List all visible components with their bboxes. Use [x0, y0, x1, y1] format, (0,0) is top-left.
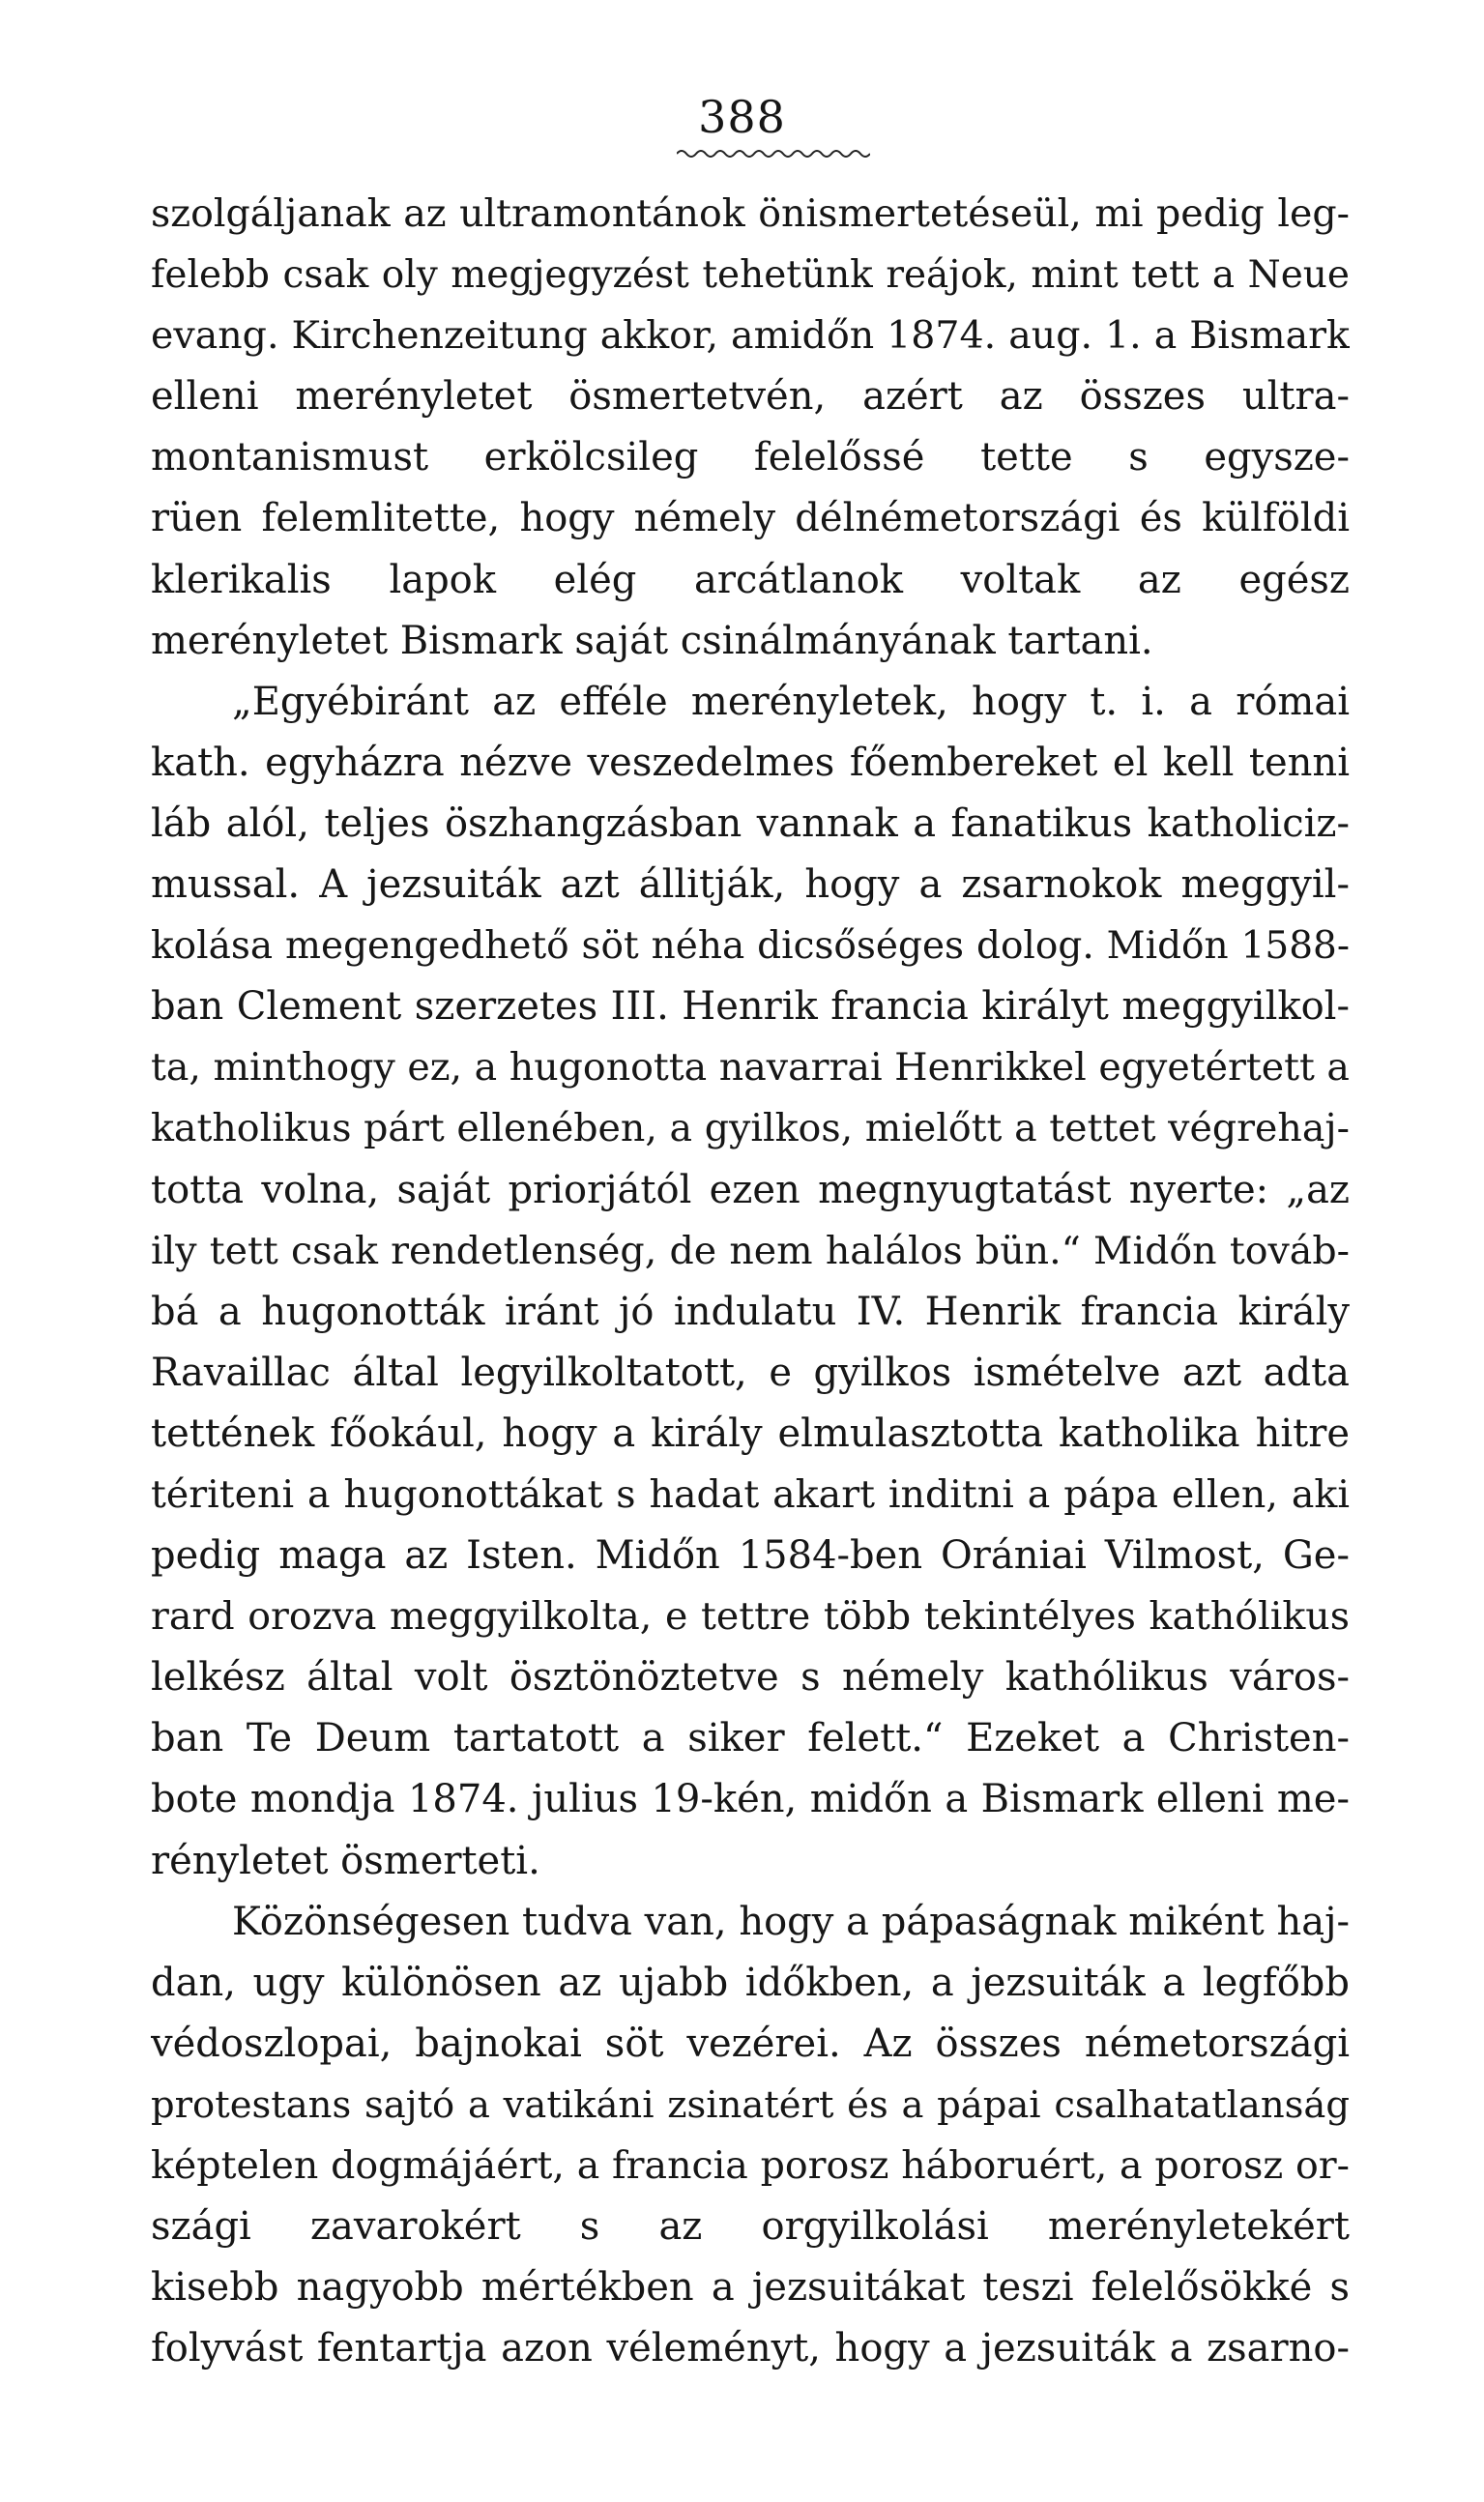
- text-line: folyvást fentartja azon véleményt, hogy a jezsuiták a zsarno-: [151, 2326, 1350, 2371]
- text-line: ban Clement szerzetes III. Henrik francia királyt meggyilkol-: [151, 984, 1350, 1030]
- text-line: elleni merényletet ösmertetvén, azért az összes ultra-: [151, 374, 1350, 420]
- text-line: mussal. A jezsuiták azt állitják, hogy a zsarnokok meggyil-: [151, 862, 1350, 908]
- text-line: kolása megengedhető söt néha dicsőséges dolog. Midőn 1588-: [151, 924, 1350, 969]
- text-line: katholikus párt ellenében, a gyilkos, mielőtt a tettet végrehaj-: [151, 1106, 1350, 1151]
- body-text: [151, 184, 1350, 2379]
- text-line: rényletet ösmerteti.: [151, 1838, 540, 1883]
- page-number: 388: [698, 91, 786, 143]
- text-line: ta, minthogy ez, a hugonotta navarrai Henrikkel egyetértett a: [151, 1045, 1350, 1091]
- text-line: Közönségesen tudva van, hogy a pápaságnak miként haj-: [232, 1899, 1350, 1944]
- text-line: pedig maga az Isten. Midőn 1584-ben Orániai Vilmost, Ge-: [151, 1533, 1350, 1579]
- text-line: Ravaillac által legyilkoltatott, e gyilkos ismételve azt adta: [151, 1350, 1350, 1395]
- wavy-rule-ornament: [677, 147, 870, 160]
- text-line: kisebb nagyobb mértékben a jezsuitákat teszi felelősökké s: [151, 2265, 1350, 2311]
- text-line: protestans sajtó a vatikáni zsinatért és a pápai csalhatatlanság: [151, 2082, 1350, 2127]
- text-line: dan, ugy különösen az ujabb időkben, a jezsuiták a legfőbb: [151, 1960, 1350, 2005]
- text-line: ban Te Deum tartatott a siker felett.“ Ezeket a Christen-: [151, 1716, 1350, 1761]
- text-line: bá a hugonották iránt jó indulatu IV. Henrik francia király: [151, 1289, 1350, 1334]
- text-line: totta volna, saját priorjától ezen megnyugtatást nyerte: „az: [151, 1167, 1350, 1212]
- text-line: képtelen dogmájáért, a francia porosz háboruért, a porosz or-: [151, 2143, 1350, 2188]
- text-line: ily tett csak rendetlenség, de nem halálos bün.“ Midőn továb-: [151, 1228, 1350, 1273]
- text-line: klerikalis lapok elég arcátlanok voltak az egész: [151, 557, 1350, 602]
- text-line: védoszlopai, bajnokai söt vezérei. Az összes németországi: [151, 2021, 1350, 2066]
- text-line: szolgáljanak az ultramontánok önismertetéseül, mi pedig leg-: [151, 191, 1350, 236]
- text-line: „Egyébiránt az efféle merényletek, hogy t. i. a római: [232, 679, 1350, 724]
- page-header: [0, 92, 1484, 142]
- text-line: bote mondja 1874. julius 19-kén, midőn a Bismark elleni me-: [151, 1777, 1350, 1822]
- text-line: kath. egyházra nézve veszedelmes főembereket el kell tenni: [151, 740, 1350, 785]
- text-line: tettének főokául, hogy a király elmulasztotta katholika hitre: [151, 1411, 1350, 1456]
- text-line: montanismust erkölcsileg felelőssé tette s egysze-: [151, 435, 1350, 480]
- text-line: evang. Kirchenzeitung akkor, amidőn 1874. aug. 1. a Bismark: [151, 313, 1350, 359]
- text-line: rüen felemlitette, hogy némely délnémetországi és külföldi: [151, 496, 1350, 541]
- text-line: felebb csak oly megjegyzést tehetünk reájok, mint tett a Neue: [151, 253, 1350, 298]
- text-line: tériteni a hugonottákat s hadat akart inditni a pápa ellen, aki: [151, 1471, 1350, 1517]
- text-line: rard orozva meggyilkolta, e tettre több tekintélyes kathólikus: [151, 1594, 1350, 1640]
- text-line: merényletet Bismark saját csinálmányának tartani.: [151, 618, 1153, 663]
- text-line: szági zavarokért s az orgyilkolási merényletekért: [151, 2204, 1350, 2250]
- text-line: lelkész által volt ösztönöztetve s némely kathólikus város-: [151, 1655, 1350, 1701]
- text-line: láb alól, teljes öszhangzásban vannak a fanatikus katholiciz-: [151, 800, 1350, 846]
